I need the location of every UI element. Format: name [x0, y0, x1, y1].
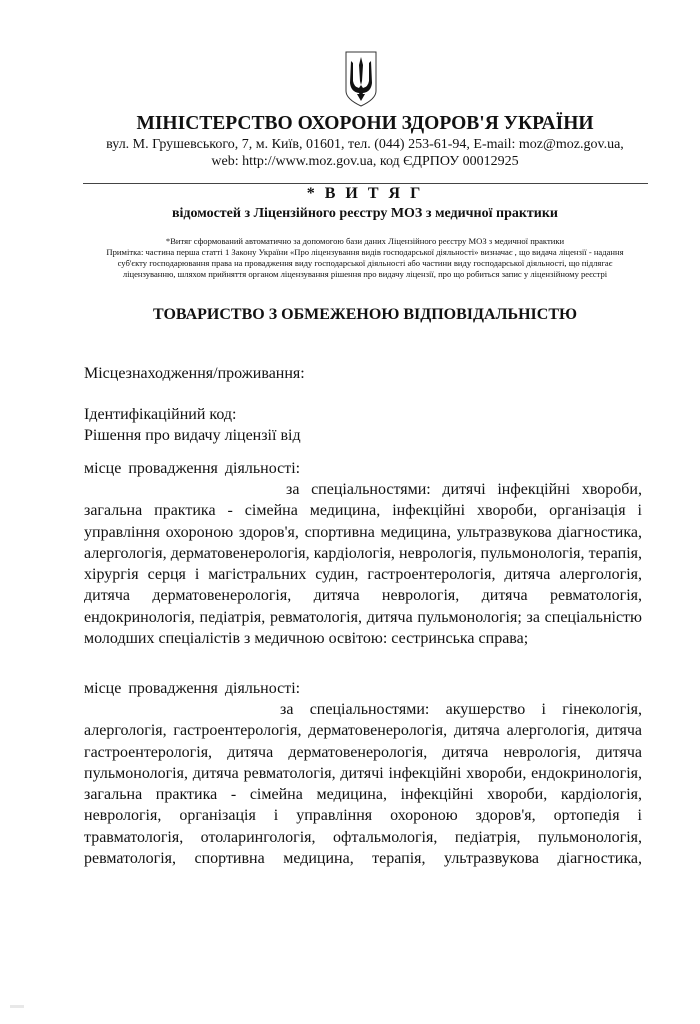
extract-title: * В И Т Я Г	[306, 185, 424, 202]
extract-note	[95, 236, 635, 280]
activity-place-label: місце провадження діяльності:	[84, 680, 301, 697]
location-label: Місцезнаходження/проживання:	[84, 365, 305, 382]
ministry-name: МІНІСТЕРСТВО ОХОРОНИ ЗДОРОВ'Я УКРАЇНИ	[136, 113, 594, 134]
trident-coat-of-arms-icon	[345, 51, 377, 107]
legal-note: Примітка: частина перша статті 1 Закону України «Про ліцензування видів господарської діяльності» визначає , що видача ліцензії - надання суб'єкту господарювання права на провадження виду господарської діяльності або частини виду господарської діяльності, що підлягає ліцензуванню, шляхом прийняття органом ліцензування рішення про видачу ліцензії, про що робиться запис у ліцензійному реєстрі	[106, 247, 624, 279]
activity-place-label: місце провадження діяльності:	[84, 460, 301, 477]
scan-artifact	[10, 1005, 24, 1008]
specialties-text: за спеціальностями: акушерство і гінекологія, алергологія, гастроентерологія, дерматовенерологія, дитяча алергологія, дитяча гастроентерологія, дитяча дерматовенерологія, дитяча неврологія, дитяча пульмонологія, дитяча ревматологія, дитячі інфекційні хвороби, ендокринологія, загальна практика - сімейна медицина, інфекційні хвороби, кардіологія, неврологія, організація і управління охороною здоров'я, ортопедія і травматологія, отоларингологія, офтальмологія, педіатрія, пульмонологія, ревматологія, спортивна медицина, терапія, ультразвукова діагностика,	[84, 701, 642, 868]
activity-specialties	[84, 699, 642, 869]
license-decision-label: Рішення про видачу ліцензії від	[84, 427, 301, 444]
company-type-heading: ТОВАРИСТВО З ОБМЕЖЕНОЮ ВІДПОВІДАЛЬНІСТЮ	[153, 306, 577, 323]
ministry-address: вул. М. Грушевського, 7, м. Київ, 01601, тел. (044) 253-61-94, E-mail: moz@moz.gov.ua,	[106, 137, 624, 152]
specialties-text: за спеціальностями: дитячі інфекційні хвороби, загальна практика - сімейна медицина, інфекційні хвороби, організація і управління охороною здоров'я, спортивна медицина, ультразвукова діагностика, алергологія, дерматовенерологія, кардіологія, неврологія, пульмонологія, терапія, хірургія серця і магістральних судин, гастроентерологія, дитяча алергологія, дитяча дерматовенерологія, дитяча неврологія, дитяча ревматологія, ендокринологія, педіатрія, ревматологія, дитяча пульмонологія; за спеціальністю молодших спеціалістів з медичною освітою: сестринська справа;	[84, 481, 642, 648]
activity-specialties	[84, 479, 642, 649]
extract-subtitle: відомостей з Ліцензійного реєстру МОЗ з медичної практики	[171, 206, 559, 221]
auto-generated-note: *Витяг сформований автоматично за допомогою бази даних Ліцензійного реєстру МОЗ з медичної практики	[165, 236, 565, 246]
id-code-label: Ідентифікаційний код:	[84, 406, 237, 423]
ministry-web-and-code: web: http://www.moz.gov.ua, код ЄДРПОУ 00012925	[211, 154, 519, 169]
